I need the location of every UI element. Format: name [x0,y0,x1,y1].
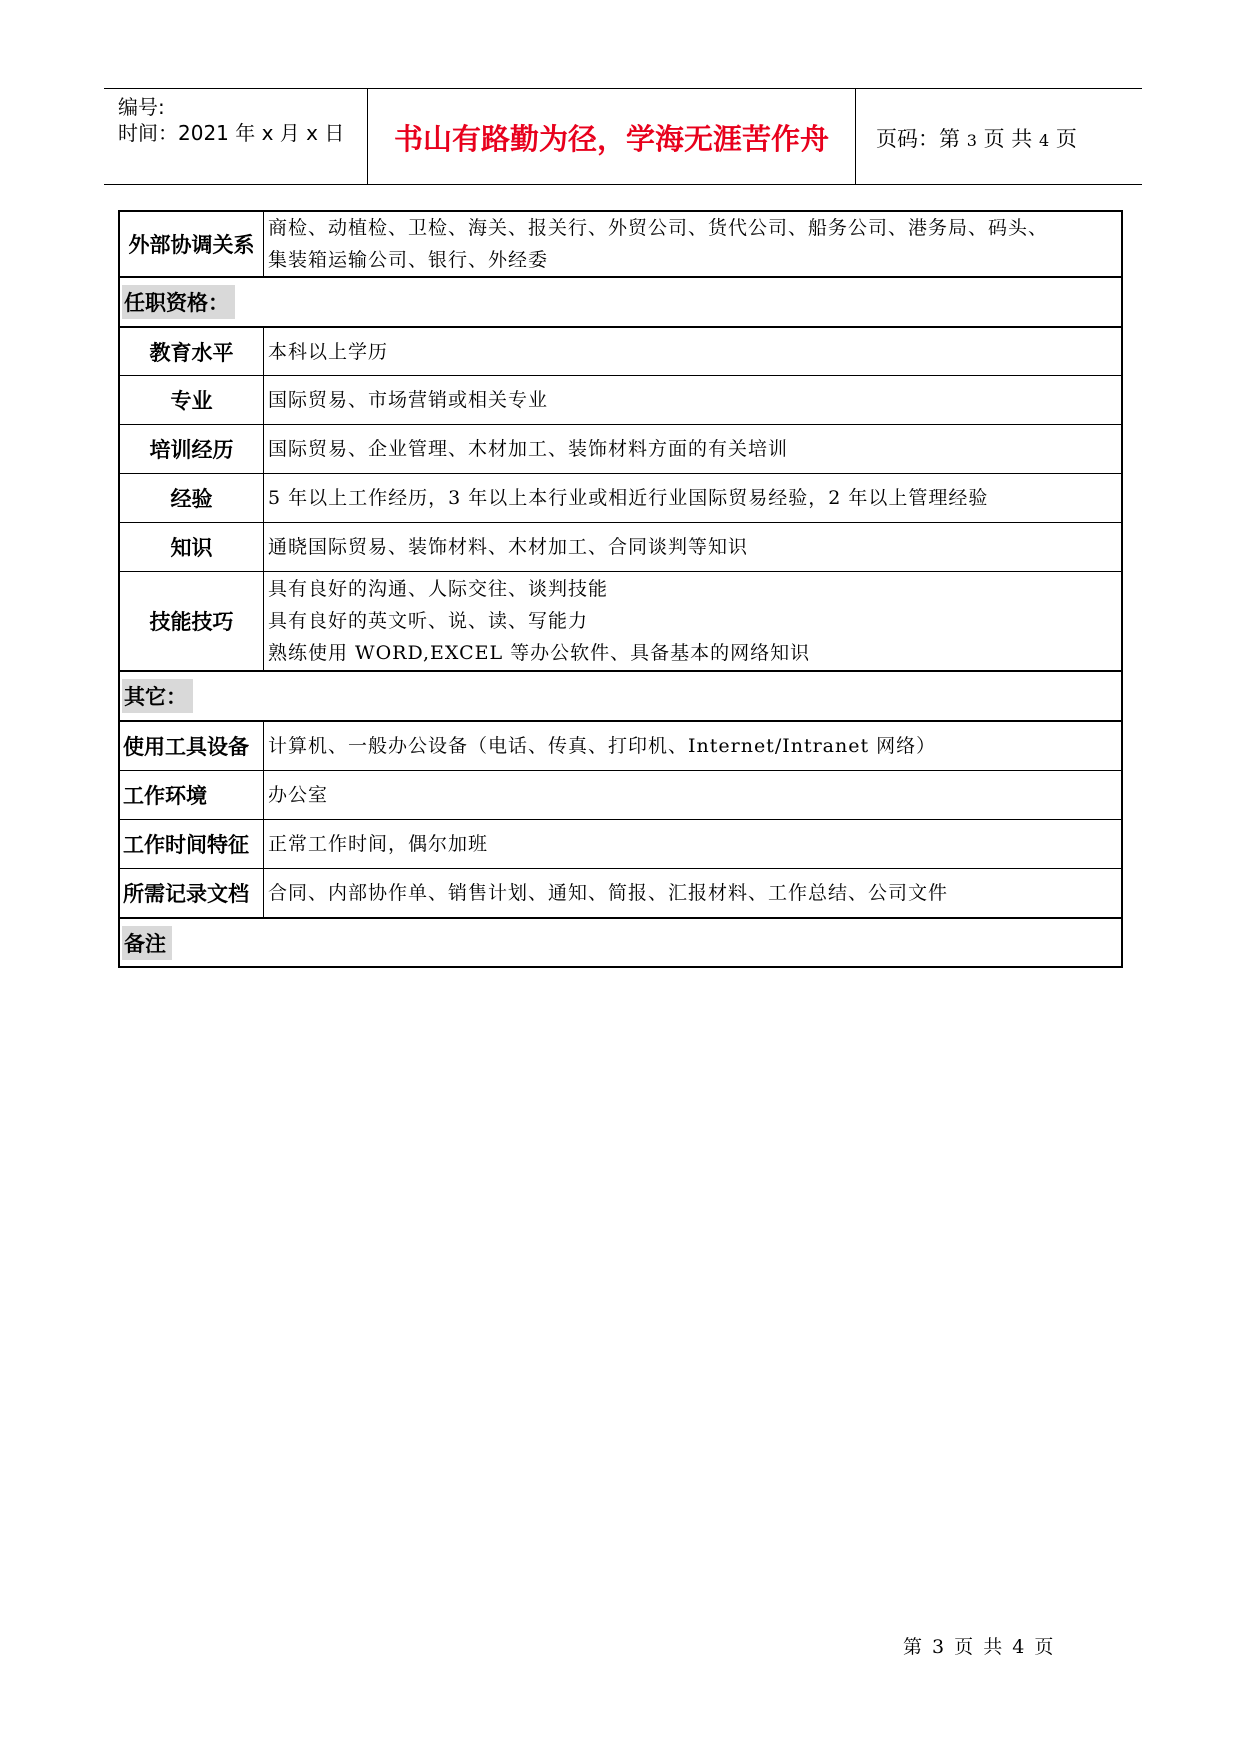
section-title: 任职资格： [122,285,235,319]
table-row-environment [120,770,1121,819]
table-row-external-relations [120,212,1121,276]
page-suffix: 页 [1055,127,1077,151]
header-info [104,89,368,184]
row-value: 国际贸易、市场营销或相关专业 [268,389,549,411]
table-row-training [120,424,1121,473]
header-page-indicator [876,123,1077,153]
table-row-tools [120,720,1121,770]
page-header [104,88,1142,185]
row-label: 外部协调关系 [120,212,264,276]
section-qualifications [120,276,1121,326]
value-line: 具有良好的沟通、人际交往、谈判技能 [268,578,609,600]
row-label: 经验 [120,474,264,522]
row-label: 使用工具设备 [120,722,264,770]
header-motto-cell [368,89,856,184]
row-value [264,212,1121,276]
table-row-documents [120,868,1121,917]
row-label: 所需记录文档 [120,869,264,917]
row-label: 技能技巧 [120,572,264,670]
row-value: 5 年以上工作经历，3 年以上本行业或相近行业国际贸易经验，2 年以上管理经验 [268,487,989,509]
table-row-work-hours [120,819,1121,868]
document-number-label: 编号: [118,95,165,119]
table-row-skills [120,571,1121,670]
job-description-table [118,210,1123,968]
row-value: 计算机、一般办公设备（电话、传真、打印机、Internet/Intranet 网络） [268,735,937,757]
value-line: 具有良好的英文听、说、读、写能力 [268,610,589,632]
page-total: 4 [1038,131,1050,150]
page-prefix: 页码：第 [876,127,960,151]
page-footer: 第 3 页 共 4 页 [903,1636,1056,1658]
row-label: 工作环境 [120,771,264,819]
row-value: 本科以上学历 [268,340,389,363]
value-line: 商检、动植检、卫检、海关、报关行、外贸公司、货代公司、船务公司、港务局、码头、 [268,217,1049,239]
value-line: 熟练使用 WORD,EXCEL 等办公软件、具备基本的网络知识 [268,642,811,664]
row-value [264,572,1121,670]
section-remarks [120,917,1121,966]
table-row-major [120,375,1121,424]
row-value: 通晓国际贸易、装饰材料、木材加工、合同谈判等知识 [268,536,749,558]
row-label: 教育水平 [120,328,264,375]
page-mid: 页 共 [983,127,1033,151]
table-row-knowledge [120,522,1121,571]
page-current: 3 [966,131,977,150]
header-page-cell [856,89,1142,184]
row-label: 工作时间特征 [120,820,264,868]
table-row-education [120,326,1121,375]
value-line: 集装箱运输公司、银行、外经委 [268,249,549,271]
section-title: 备注 [122,926,172,960]
row-label: 知识 [120,523,264,571]
document-date: 时间：2021 年 x 月 x 日 [118,121,345,145]
row-label: 专业 [120,376,264,424]
row-value: 国际贸易、企业管理、木材加工、装饰材料方面的有关培训 [268,438,789,460]
table-row-experience [120,473,1121,522]
row-value: 合同、内部协作单、销售计划、通知、简报、汇报材料、工作总结、公司文件 [268,882,949,904]
row-label: 培训经历 [120,425,264,473]
row-value: 正常工作时间，偶尔加班 [268,833,489,855]
section-title: 其它： [122,679,193,713]
header-motto: 书山有路勤为径，学海无涯苦作舟 [393,122,829,156]
section-other [120,670,1121,720]
row-value: 办公室 [268,784,329,806]
